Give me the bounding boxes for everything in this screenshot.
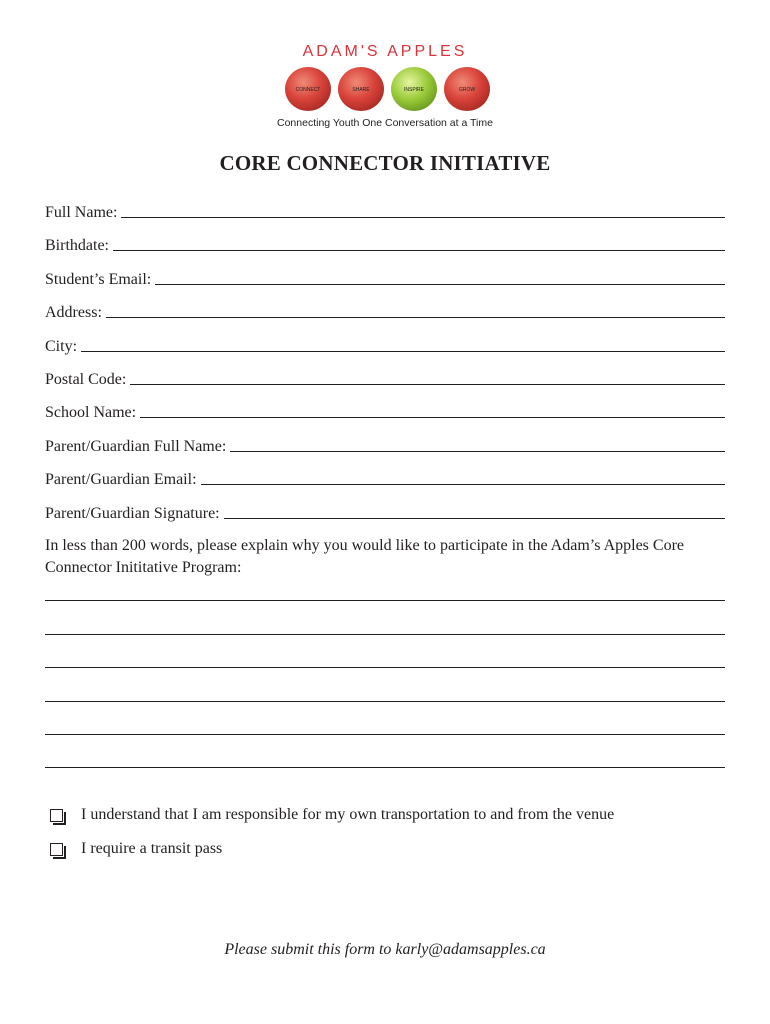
parent-full-name-input-line[interactable]: [230, 450, 725, 452]
apple-label: INSPIRE: [403, 87, 425, 93]
submission-instructions: Please submit this form to karly@adamsapples.ca: [224, 941, 546, 958]
transportation-checkbox[interactable]: [50, 809, 63, 822]
address-field[interactable]: [45, 299, 725, 321]
field-label: City:: [45, 338, 78, 355]
tagline: Connecting Youth One Conversation at a Time: [277, 117, 493, 129]
full-name-field[interactable]: [45, 199, 725, 221]
field-label: Parent/Guardian Full Name:: [45, 438, 227, 455]
field-label: Postal Code:: [45, 371, 127, 388]
essay-answer-line[interactable]: [45, 734, 725, 735]
student-email-input-line[interactable]: [155, 283, 725, 285]
full-name-input-line[interactable]: [121, 216, 725, 218]
essay-answer-line[interactable]: [45, 701, 725, 702]
transportation-acknowledgement[interactable]: [50, 806, 750, 824]
brand-name: ADAM'S APPLES: [302, 43, 468, 60]
school-name-field[interactable]: [45, 399, 725, 421]
city-input-line[interactable]: [81, 350, 725, 352]
apple-inspire-icon: [391, 67, 437, 111]
apple-label: SHARE: [352, 87, 370, 93]
essay-answer-line[interactable]: [45, 600, 725, 601]
apple-label: CONNECT: [295, 87, 321, 93]
postal-code-field[interactable]: [45, 366, 725, 388]
field-label: Parent/Guardian Signature:: [45, 505, 220, 522]
parent-signature-field[interactable]: [45, 500, 725, 522]
postal-code-input-line[interactable]: [130, 383, 725, 385]
student-email-field[interactable]: [45, 266, 725, 288]
field-label: Student’s Email:: [45, 271, 152, 288]
field-label: Address:: [45, 304, 102, 321]
apples-logo: [283, 66, 493, 112]
field-label: Birthdate:: [45, 237, 109, 254]
form-title: CORE CONNECTOR INITIATIVE: [219, 151, 551, 175]
essay-prompt: In less than 200 words, please explain why you would like to participate in the Adam’s Apples Core Connector Inititative Program:: [45, 537, 684, 576]
birthdate-input-line[interactable]: [113, 249, 725, 251]
field-label: Parent/Guardian Email:: [45, 471, 197, 488]
parent-signature-input-line[interactable]: [224, 517, 725, 519]
transit-pass-request[interactable]: [50, 840, 750, 858]
checkbox-label: I understand that I am responsible for my own transportation to and from the venue: [81, 806, 615, 823]
apple-share-icon: [338, 67, 384, 111]
parent-email-input-line[interactable]: [201, 483, 725, 485]
city-field[interactable]: [45, 333, 725, 355]
parent-email-field[interactable]: [45, 466, 725, 488]
parent-full-name-field[interactable]: [45, 433, 725, 455]
apple-connect-icon: [285, 67, 331, 111]
apple-grow-icon: [444, 67, 490, 111]
birthdate-field[interactable]: [45, 232, 725, 254]
field-label: Full Name:: [45, 204, 118, 221]
address-input-line[interactable]: [106, 316, 725, 318]
checkbox-label: I require a transit pass: [81, 840, 223, 857]
field-label: School Name:: [45, 404, 137, 421]
essay-answer-line[interactable]: [45, 667, 725, 668]
apple-label: GROW: [458, 87, 476, 93]
transit-pass-checkbox[interactable]: [50, 843, 63, 856]
school-name-input-line[interactable]: [140, 416, 725, 418]
essay-answer-line[interactable]: [45, 767, 725, 768]
essay-answer-line[interactable]: [45, 634, 725, 635]
